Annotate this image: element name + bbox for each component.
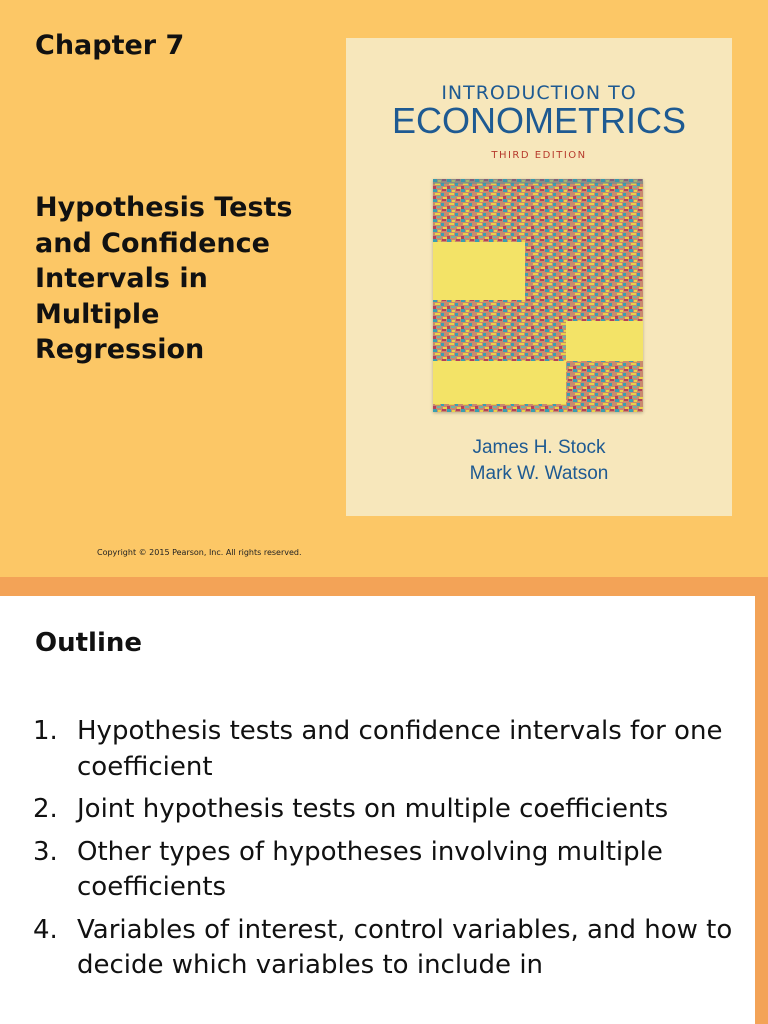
list-item-text: Variables of interest, control variables, and how to decide which variables to include in (77, 914, 733, 980)
list-item-number: 4. (33, 914, 58, 945)
outline-list (33, 714, 738, 991)
list-item-text: Other types of hypotheses involving multiple coefficients (77, 836, 663, 902)
list-item-number: 3. (33, 836, 58, 867)
list-item-text: Joint hypothesis tests on multiple coefficients (77, 794, 669, 824)
subtitle-line: Multiple (35, 298, 160, 330)
copyright-notice: Copyright © 2015 Pearson, Inc. All rights reserved. (97, 548, 302, 557)
book-title: ECONOMETRICS (391, 100, 686, 141)
list-item-number: 1. (33, 716, 58, 746)
book-author: Mark W. Watson (469, 463, 609, 484)
chapter-subtitle (35, 190, 335, 368)
book-title-prefix: INTRODUCTION TO (441, 82, 637, 104)
book-edition: THIRD EDITION (491, 150, 587, 161)
chapter-heading: Chapter 7 (35, 30, 185, 61)
list-item (33, 714, 738, 785)
book-cover-image (346, 38, 732, 516)
subtitle-line: Hypothesis Tests (35, 192, 293, 223)
outline-slide (0, 596, 755, 1024)
list-item-text: Hypothesis tests and confidence intervals for one coefficient (77, 716, 723, 782)
cover-artwork (433, 179, 643, 412)
subtitle-line: Intervals in (35, 263, 208, 294)
list-item (33, 792, 738, 828)
list-item-number: 2. (33, 794, 58, 824)
subtitle-line: and Confidence (35, 227, 270, 259)
list-item (33, 913, 738, 984)
book-author: James H. Stock (472, 437, 606, 458)
outline-heading: Outline (35, 628, 143, 658)
subtitle-line: Regression (35, 334, 205, 365)
list-item (33, 835, 738, 906)
